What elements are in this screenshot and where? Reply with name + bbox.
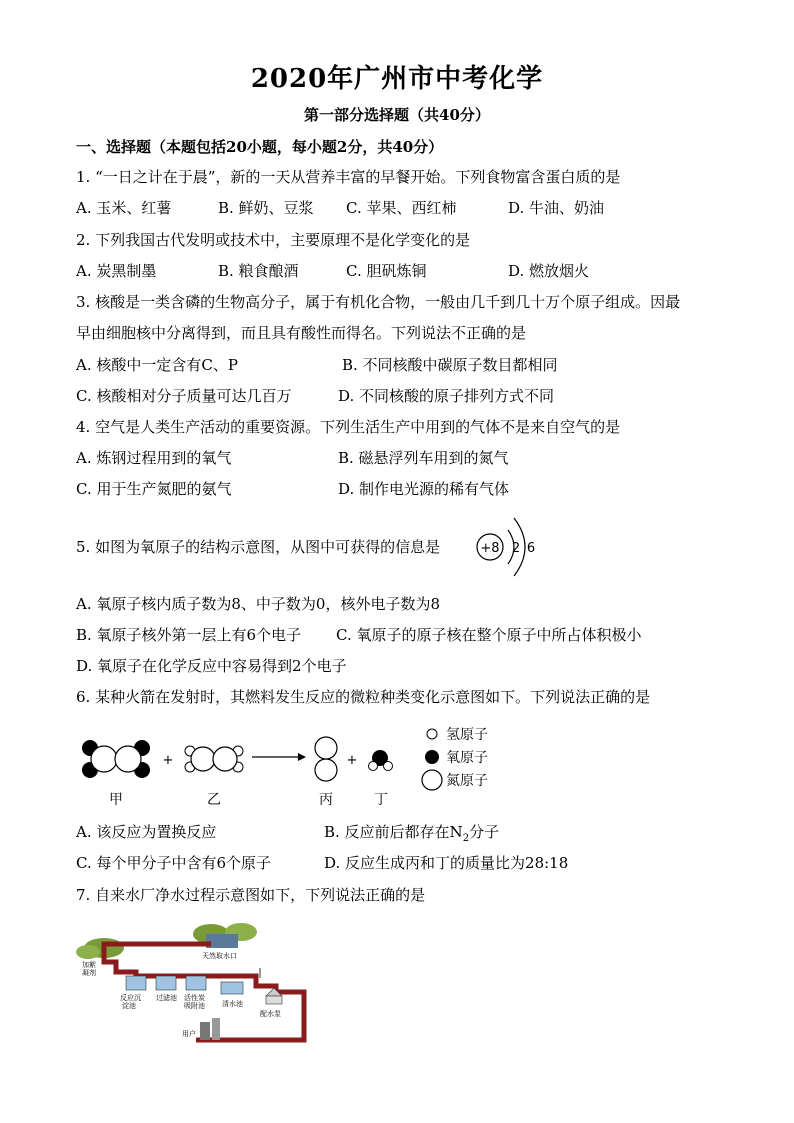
q3-stem-line1: 3. 核酸是一类含磷的生物高分子，属于有机化合物，一般由几千到几十万个原子组成。因最 — [76, 293, 681, 311]
user-label: 用户 — [182, 1030, 196, 1038]
page-title: 2020年广州市中考化学 — [250, 64, 544, 94]
reaction-label-2: 淀池 — [122, 1002, 136, 1010]
nitrogen-atom — [115, 746, 141, 772]
shell1-electrons: 2 — [511, 541, 521, 556]
label-yi: 乙 — [207, 792, 221, 808]
plus-sign: + — [162, 753, 174, 768]
q4-option-a: A. 炼钢过程用到的氧气 — [76, 449, 232, 467]
part-heading: 第一部分选择题（共40分） — [304, 106, 490, 124]
reaction-particle-diagram — [76, 718, 516, 818]
hill-left — [76, 945, 100, 959]
water-treatment-diagram — [76, 912, 316, 1052]
q5-stem: 5. 如图为氧原子的结构示意图，从图中可获得的信息是 — [76, 538, 441, 556]
label-jia: 甲 — [109, 792, 123, 808]
nitrogen-atom — [191, 747, 215, 771]
oxygen-atom-structure-diagram — [470, 510, 550, 582]
q3-option-d: D. 不同核酸的原子排列方式不同 — [338, 387, 555, 405]
q6-option-c: C. 每个甲分子中含有6个原子 — [76, 854, 272, 872]
molecule-jia — [82, 740, 150, 778]
q2-option-b: B. 粮食酿酒 — [218, 262, 299, 280]
q3-option-a: A. 核酸中一定含有C、P — [76, 356, 238, 374]
label-bing: 丙 — [319, 792, 333, 808]
q3-stem-line2: 早由细胞核中分离得到，而且具有酸性而得名。下列说法不正确的是 — [76, 324, 527, 342]
q1-option-c: C. 苹果、西红柿 — [346, 199, 457, 217]
coagulant-label-1: 加絮 — [82, 961, 96, 969]
q1-option-b: B. 鲜奶、豆浆 — [218, 199, 314, 217]
hydrogen-atom — [369, 762, 378, 771]
q4-option-c: C. 用于生产氮肥的氨气 — [76, 480, 232, 498]
coagulant-label-2: 凝剂 — [82, 969, 96, 977]
legend-hydrogen-icon — [427, 729, 437, 739]
nitrogen-atom — [213, 747, 237, 771]
arrow-head — [298, 753, 306, 761]
q6-option-b-subscript: 2 — [462, 833, 470, 844]
nitrogen-atom — [315, 737, 337, 759]
pump-label: 配水泵 — [260, 1010, 281, 1018]
legend-nitrogen-label: 氮原子 — [446, 773, 488, 789]
hydrogen-atom — [384, 762, 393, 771]
q4-stem: 4. 空气是人类生产活动的重要资源。下列生活生产中用到的气体不是来自空气的是 — [76, 418, 621, 436]
molecule-ding — [369, 750, 393, 771]
q2-option-a: A. 炭黑制墨 — [76, 262, 157, 280]
nitrogen-atom — [315, 759, 337, 781]
q5-option-c: C. 氧原子的原子核在整个原子中所占体积极小 — [336, 626, 642, 644]
molecule-bing — [315, 737, 337, 781]
user-building — [200, 1022, 210, 1040]
q6-option-d: D. 反应生成丙和丁的质量比为28:18 — [324, 854, 569, 872]
reaction-label-1: 反应沉 — [120, 994, 141, 1002]
q6-stem: 6. 某种火箭在发射时，其燃料发生反应的微粒种类变化示意图如下。下列说法正确的是 — [76, 688, 651, 706]
q2-stem: 2. 下列我国古代发明或技术中，主要原理不是化学变化的是 — [76, 231, 471, 249]
carbon-tank — [186, 976, 206, 990]
intake-label: 天然取水口 — [202, 952, 237, 960]
user-building — [212, 1018, 220, 1040]
shell2-electrons: 6 — [526, 541, 536, 556]
section-heading: 一、选择题（本题包括20小题，每小题2分，共40分） — [76, 138, 444, 156]
nucleus-charge: +8 — [480, 541, 500, 556]
q2-option-d: D. 燃放烟火 — [508, 262, 590, 280]
plus-sign: + — [346, 753, 358, 768]
filter-tank — [156, 976, 176, 990]
q5-option-d: D. 氧原子在化学反应中容易得到2个电子 — [76, 657, 347, 675]
q1-stem: 1. “一日之计在于晨”，新的一天从营养丰富的早餐开始。下列食物富含蛋白质的是 — [76, 168, 621, 186]
legend-oxygen-label: 氧原子 — [446, 750, 488, 766]
q6-option-a: A. 该反应为置换反应 — [76, 823, 217, 841]
q3-option-b: B. 不同核酸中碳原子数目都相同 — [342, 356, 558, 374]
legend — [422, 727, 488, 790]
q5-option-a: A. 氧原子核内质子数为8、中子数为0，核外电子数为8 — [76, 595, 441, 613]
legend-oxygen-icon — [425, 750, 439, 764]
q2-option-c: C. 胆矾炼铜 — [346, 262, 427, 280]
q6-option-b-tail: 分子 — [469, 823, 500, 841]
carbon-label-1: 活性炭 — [184, 994, 205, 1002]
legend-nitrogen-icon — [422, 770, 442, 790]
q6-option-b-text: B. 反应前后都存在N — [324, 823, 463, 841]
q1-option-a: A. 玉米、红薯 — [76, 199, 172, 217]
q1-option-d: D. 牛油、奶油 — [508, 199, 605, 217]
q6-option-b — [324, 822, 499, 849]
legend-hydrogen-label: 氢原子 — [446, 727, 488, 743]
molecule-yi — [185, 746, 243, 772]
reaction-tank — [126, 976, 146, 990]
q3-option-c: C. 核酸相对分子质量可达几百万 — [76, 387, 292, 405]
pump-house — [266, 996, 282, 1004]
clear-water-tank — [221, 982, 243, 994]
carbon-label-2: 吸附池 — [184, 1002, 205, 1010]
q4-option-b: B. 磁悬浮列车用到的氮气 — [338, 449, 509, 467]
nitrogen-atom — [91, 746, 117, 772]
q7-stem: 7. 自来水厂净水过程示意图如下，下列说法正确的是 — [76, 886, 426, 904]
q4-option-d: D. 制作电光源的稀有气体 — [338, 480, 510, 498]
label-ding: 丁 — [374, 792, 388, 808]
filter-label: 过滤池 — [156, 994, 177, 1002]
clear-water-label: 清水池 — [222, 1000, 243, 1008]
q5-option-b: B. 氧原子核外第一层上有6个电子 — [76, 626, 302, 644]
